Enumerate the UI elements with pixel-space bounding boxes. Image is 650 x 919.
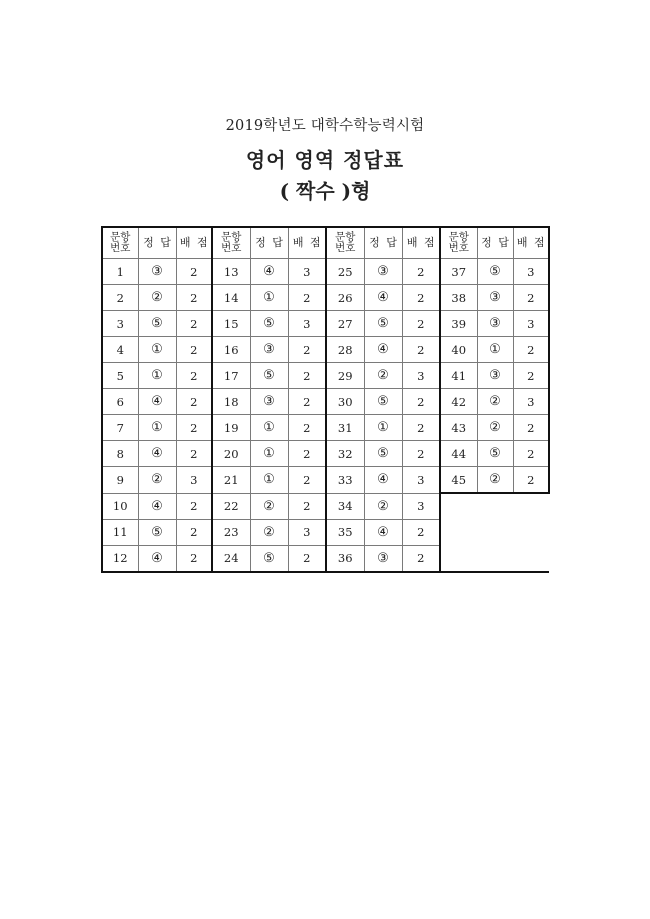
answer-choice: ① xyxy=(138,337,176,363)
points-value: 2 xyxy=(402,259,440,285)
empty-cell xyxy=(513,545,549,572)
points-value: 2 xyxy=(288,337,326,363)
header-number-line2: 번호 xyxy=(110,242,131,254)
answer-choice: ③ xyxy=(250,337,288,363)
type-open: ( xyxy=(279,179,297,203)
answer-choice: ④ xyxy=(364,519,402,545)
question-number: 42 xyxy=(440,389,477,415)
header-number-line2: 번호 xyxy=(335,242,356,254)
points-value: 2 xyxy=(513,467,549,494)
question-number: 10 xyxy=(102,493,138,519)
header-question-number xyxy=(326,227,364,259)
question-number: 21 xyxy=(212,467,250,494)
header-number-line2: 번호 xyxy=(221,242,242,254)
answer-choice: ③ xyxy=(364,259,402,285)
question-number: 3 xyxy=(102,311,138,337)
table-row xyxy=(102,493,549,519)
type-close: )형 xyxy=(334,179,371,203)
empty-cell xyxy=(477,545,513,572)
answer-choice: ② xyxy=(477,389,513,415)
points-value: 2 xyxy=(176,259,212,285)
answer-choice: ③ xyxy=(477,363,513,389)
question-number: 4 xyxy=(102,337,138,363)
header-number-line2: 번호 xyxy=(448,242,469,254)
question-number: 38 xyxy=(440,285,477,311)
answer-choice: ⑤ xyxy=(250,545,288,572)
header-row xyxy=(102,227,549,259)
question-number: 19 xyxy=(212,415,250,441)
answer-choice: ② xyxy=(250,519,288,545)
answer-choice: ⑤ xyxy=(477,259,513,285)
table-row xyxy=(102,467,549,494)
header-number-line1: 문항 xyxy=(110,231,131,243)
question-number: 45 xyxy=(440,467,477,494)
points-value: 3 xyxy=(288,519,326,545)
header-number-line1: 문항 xyxy=(335,231,356,243)
question-number: 18 xyxy=(212,389,250,415)
header-points: 배 점 xyxy=(402,227,440,259)
question-number: 25 xyxy=(326,259,364,285)
answer-choice: ③ xyxy=(477,285,513,311)
answer-choice: ② xyxy=(138,467,176,494)
header-answer: 정 답 xyxy=(364,227,402,259)
question-number: 16 xyxy=(212,337,250,363)
question-number: 41 xyxy=(440,363,477,389)
points-value: 2 xyxy=(176,337,212,363)
answer-choice: ③ xyxy=(364,545,402,572)
question-number: 6 xyxy=(102,389,138,415)
page-title: 영어 영역 정답표 xyxy=(245,148,405,172)
table-row xyxy=(102,519,549,545)
header-points: 배 점 xyxy=(288,227,326,259)
answer-choice: ① xyxy=(477,337,513,363)
table-row xyxy=(102,415,549,441)
answer-choice: ② xyxy=(477,467,513,494)
question-number: 44 xyxy=(440,441,477,467)
answer-choice: ① xyxy=(250,285,288,311)
header-points: 배 점 xyxy=(513,227,549,259)
points-value: 2 xyxy=(288,285,326,311)
answer-choice: ③ xyxy=(250,389,288,415)
points-value: 2 xyxy=(176,519,212,545)
points-value: 2 xyxy=(176,545,212,572)
empty-cell xyxy=(513,519,549,545)
answer-choice: ⑤ xyxy=(364,441,402,467)
empty-cell xyxy=(513,493,549,519)
header-answer: 정 답 xyxy=(477,227,513,259)
question-number: 2 xyxy=(102,285,138,311)
points-value: 2 xyxy=(176,415,212,441)
answer-choice: ② xyxy=(477,415,513,441)
question-number: 43 xyxy=(440,415,477,441)
answer-choice: ② xyxy=(364,363,402,389)
question-number: 40 xyxy=(440,337,477,363)
table-row xyxy=(102,337,549,363)
points-value: 2 xyxy=(513,415,549,441)
question-number: 12 xyxy=(102,545,138,572)
points-value: 2 xyxy=(402,311,440,337)
answer-choice: ① xyxy=(250,467,288,494)
question-number: 36 xyxy=(326,545,364,572)
answer-choice: ④ xyxy=(364,337,402,363)
table-row xyxy=(102,285,549,311)
points-value: 3 xyxy=(402,467,440,494)
header-points: 배 점 xyxy=(176,227,212,259)
question-number: 24 xyxy=(212,545,250,572)
question-number: 7 xyxy=(102,415,138,441)
points-value: 3 xyxy=(288,311,326,337)
points-value: 3 xyxy=(402,493,440,519)
header-question-number xyxy=(440,227,477,259)
table-row xyxy=(102,441,549,467)
question-number: 35 xyxy=(326,519,364,545)
answer-choice: ④ xyxy=(138,389,176,415)
empty-cell xyxy=(440,493,477,519)
points-value: 2 xyxy=(176,493,212,519)
answer-choice: ④ xyxy=(364,285,402,311)
table-row xyxy=(102,311,549,337)
points-value: 2 xyxy=(176,389,212,415)
points-value: 2 xyxy=(513,337,549,363)
question-number: 27 xyxy=(326,311,364,337)
points-value: 3 xyxy=(288,259,326,285)
question-number: 34 xyxy=(326,493,364,519)
points-value: 2 xyxy=(402,285,440,311)
question-number: 15 xyxy=(212,311,250,337)
points-value: 2 xyxy=(176,311,212,337)
points-value: 3 xyxy=(176,467,212,494)
answer-choice: ② xyxy=(138,285,176,311)
points-value: 2 xyxy=(176,363,212,389)
header-question-number xyxy=(102,227,138,259)
points-value: 3 xyxy=(513,259,549,285)
question-number: 30 xyxy=(326,389,364,415)
points-value: 2 xyxy=(402,519,440,545)
question-number: 33 xyxy=(326,467,364,494)
question-number: 1 xyxy=(102,259,138,285)
question-number: 31 xyxy=(326,415,364,441)
points-value: 2 xyxy=(402,337,440,363)
answer-choice: ② xyxy=(250,493,288,519)
answer-choice: ③ xyxy=(477,311,513,337)
header-number-line1: 문항 xyxy=(448,231,469,243)
answer-choice: ⑤ xyxy=(250,311,288,337)
answer-choice: ⑤ xyxy=(138,311,176,337)
empty-cell xyxy=(477,519,513,545)
answer-choice: ⑤ xyxy=(477,441,513,467)
question-number: 23 xyxy=(212,519,250,545)
empty-cell xyxy=(440,545,477,572)
points-value: 3 xyxy=(402,363,440,389)
points-value: 2 xyxy=(288,545,326,572)
question-number: 8 xyxy=(102,441,138,467)
points-value: 2 xyxy=(513,285,549,311)
question-number: 32 xyxy=(326,441,364,467)
points-value: 2 xyxy=(402,441,440,467)
question-number: 28 xyxy=(326,337,364,363)
points-value: 2 xyxy=(513,441,549,467)
exam-name: 2019학년도 대학수학능력시험 xyxy=(225,118,425,134)
answer-choice: ④ xyxy=(364,467,402,494)
empty-cell xyxy=(440,519,477,545)
points-value: 2 xyxy=(288,467,326,494)
points-value: 3 xyxy=(513,389,549,415)
exam-type: 짝수 xyxy=(296,179,335,203)
header-answer: 정 답 xyxy=(250,227,288,259)
points-value: 2 xyxy=(176,441,212,467)
points-value: 2 xyxy=(513,363,549,389)
answer-choice: ① xyxy=(364,415,402,441)
answer-choice: ① xyxy=(250,415,288,441)
table-row xyxy=(102,545,549,572)
points-value: 2 xyxy=(288,415,326,441)
question-number: 29 xyxy=(326,363,364,389)
header-number-line1: 문항 xyxy=(221,231,242,243)
table-row xyxy=(102,389,549,415)
answer-choice: ① xyxy=(250,441,288,467)
question-number: 13 xyxy=(212,259,250,285)
points-value: 2 xyxy=(176,285,212,311)
points-value: 3 xyxy=(513,311,549,337)
question-number: 5 xyxy=(102,363,138,389)
question-number: 11 xyxy=(102,519,138,545)
answer-key-table xyxy=(101,226,550,573)
points-value: 2 xyxy=(402,415,440,441)
points-value: 2 xyxy=(402,545,440,572)
question-number: 9 xyxy=(102,467,138,494)
question-number: 39 xyxy=(440,311,477,337)
answer-choice: ① xyxy=(138,415,176,441)
answer-choice: ③ xyxy=(138,259,176,285)
question-number: 20 xyxy=(212,441,250,467)
answer-choice: ⑤ xyxy=(250,363,288,389)
answer-choice: ⑤ xyxy=(364,311,402,337)
answer-choice: ④ xyxy=(138,493,176,519)
answer-choice: ④ xyxy=(250,259,288,285)
answer-choice: ① xyxy=(138,363,176,389)
table-row xyxy=(102,363,549,389)
table-row xyxy=(102,259,549,285)
table-header xyxy=(102,227,549,259)
answer-choice: ④ xyxy=(138,545,176,572)
header-question-number xyxy=(212,227,250,259)
points-value: 2 xyxy=(288,363,326,389)
points-value: 2 xyxy=(288,493,326,519)
question-number: 26 xyxy=(326,285,364,311)
question-number: 37 xyxy=(440,259,477,285)
question-number: 17 xyxy=(212,363,250,389)
exam-type-line xyxy=(0,175,650,204)
answer-choice: ④ xyxy=(138,441,176,467)
answer-choice: ⑤ xyxy=(138,519,176,545)
points-value: 2 xyxy=(402,389,440,415)
empty-cell xyxy=(477,493,513,519)
table-body xyxy=(102,259,549,572)
question-number: 14 xyxy=(212,285,250,311)
answer-choice: ⑤ xyxy=(364,389,402,415)
points-value: 2 xyxy=(288,441,326,467)
question-number: 22 xyxy=(212,493,250,519)
answer-choice: ② xyxy=(364,493,402,519)
points-value: 2 xyxy=(288,389,326,415)
header-answer: 정 답 xyxy=(138,227,176,259)
